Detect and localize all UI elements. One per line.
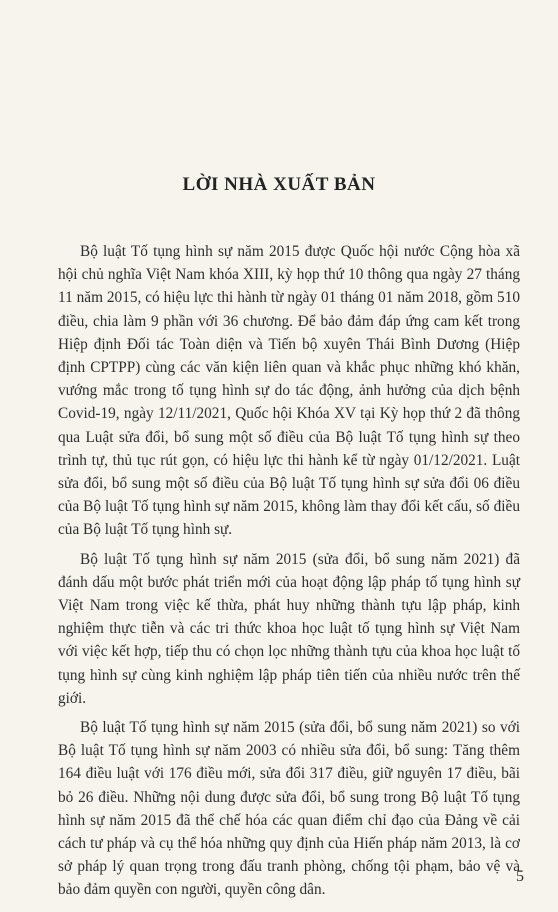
paragraph-3: Bộ luật Tố tụng hình sự năm 2015 (sửa đổi, bổ sung năm 2021) so với Bộ luật Tố tụng hình sự năm 2003 có nhiều sửa đổi, bổ sung: Tăng thêm 164 điều luật với 176 điều mới, sửa đổi 317 điều, giữ nguyên 17 điều, bãi bỏ 26 điều. Những nội dung được sửa đổi, bổ sung trong Bộ luật Tố tụng hình sự năm 2015 đã thể chế hóa các quan điểm chỉ đạo của Đảng về cải cách tư pháp và cụ thể hóa những quy định của Hiến pháp năm 2013, là cơ sở pháp lý quan trọng trong đấu tranh phòng, chống tội phạm, bảo vệ và bảo đảm quyền con người, quyền công dân. xyxy=(58,719,520,899)
page-title: LỜI NHÀ XUẤT BẢN xyxy=(182,174,376,195)
body-text xyxy=(58,240,520,908)
paragraph-2: Bộ luật Tố tụng hình sự năm 2015 (sửa đổi, bổ sung năm 2021) đã đánh dấu một bước phát triển mới của hoạt động lập pháp tố tụng hình sự Việt Nam trong việc kế thừa, phát huy những thành tựu lập pháp, kinh nghiệm thực tiễn và các tri thức khoa học luật tố tụng hình sự Việt Nam với việc kết hợp, tiếp thu có chọn lọc những thành tựu của khoa học luật tố tụng hình sự cùng kinh nghiệm lập pháp tiên tiến của nhiều nước trên thế giới. xyxy=(58,550,520,707)
paragraph-1: Bộ luật Tố tụng hình sự năm 2015 được Quốc hội nước Cộng hòa xã hội chủ nghĩa Việt Nam khóa XIII, kỳ họp thứ 10 thông qua ngày 27 tháng 11 năm 2015, có hiệu lực thi hành từ ngày 01 tháng 01 năm 2018, gồm 510 điều, chia làm 9 phần với 36 chương. Để bảo đảm đáp ứng cam kết trong Hiệp định Đối tác Toàn diện và Tiến bộ xuyên Thái Bình Dương (Hiệp định CPTPP) cùng các văn kiện liên quan và khắc phục những khó khăn, vướng mắc trong tố tụng hình sự do tác động, ảnh hưởng của dịch bệnh Covid-19, ngày 12/11/2021, Quốc hội Khóa XV tại Kỳ họp thứ 2 đã thông qua Luật sửa đổi, bổ sung một số điều của Bộ luật Tố tụng hình sự theo trình tự, thủ tục rút gọn, có hiệu lực thi hành kể từ ngày 01/12/2021. Luật sửa đổi, bổ sung một số điều của Bộ luật Tố tụng hình sự sửa đổi 06 điều của Bộ luật Tố tụng hình sự năm 2015, không làm thay đổi kết cấu, số điều của Bộ luật Tố tụng hình sự. xyxy=(58,243,520,539)
page-number: 5 xyxy=(516,868,524,885)
